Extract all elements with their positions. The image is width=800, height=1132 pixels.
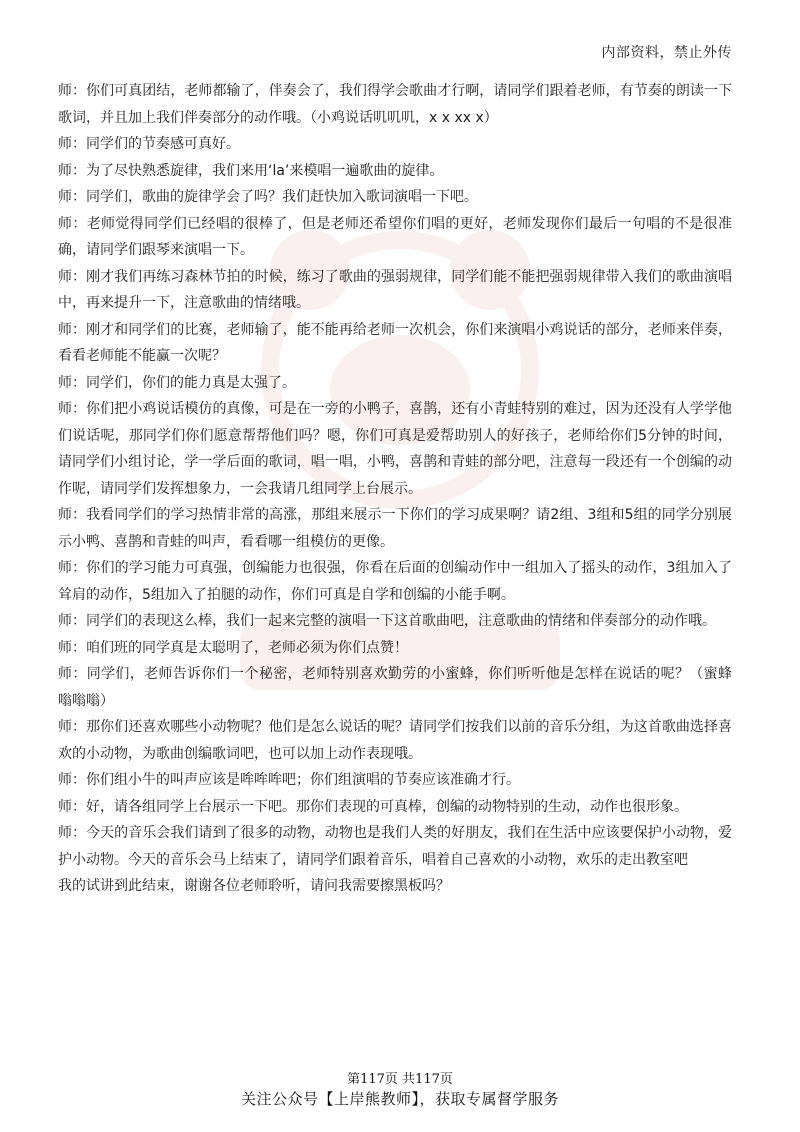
confidential-notice: 内部资料，禁止外传 — [601, 45, 732, 61]
transcript-body — [58, 78, 732, 900]
paragraph: 师：好，请各组同学上台展示一下吧。那你们表现的可真棒，创编的动物特别的生动，动作也很形象。 — [58, 798, 688, 815]
paragraph: 师：你们的学习能力可真强，创编能力也很强，你看在后面的创编动作中一组加入了摇头的动作，3组加入了耸肩的动作，5组加入了拍腿的动作，你们可真是自学和创编的小能手啊。 — [58, 560, 732, 603]
promo-text: 关注公众号【上岸熊教师】，获取专属督学服务 — [240, 1090, 559, 1108]
paragraph: 师：那你们还喜欢哪些小动物呢？他们是怎么说话的呢？请同学们按我们以前的音乐分组，为这首歌曲选择喜欢的小动物，为歌曲创编歌词吧，也可以加上动作表现哦。 — [58, 719, 732, 762]
paragraph: 师：同学们，歌曲的旋律学会了吗？我们赶快加入歌词演唱一下吧。 — [58, 189, 478, 205]
paragraph: 师：你们可真团结，老师都输了，伴奏会了，我们得学会歌曲才行啊，请同学们跟着老师，有节奏的朗读一下歌词，并且加上我们伴奏部分的动作哦。（小鸡说话叽叽叽，x x xx x） — [58, 83, 732, 126]
paragraph: 师：刚才我们再练习森林节拍的时候，练习了歌曲的强弱规律，同学们能不能把强弱规律带入我们的歌曲演唱中，再来提升一下，注意歌曲的情绪哦。 — [58, 268, 732, 311]
paragraph: 师：我看同学们的学习热情非常的高涨，那组来展示一下你们的学习成果啊？请2组、3组和5组的同学分别展示小鸭、喜鹊和青蛙的叫声，看看哪一组模仿的更像。 — [58, 507, 732, 550]
paragraph: 师：老师觉得同学们已经唱的很棒了，但是老师还希望你们唱的更好，老师发现你们最后一句唱的不是很准确，请同学们跟琴来演唱一下。 — [58, 215, 732, 258]
paragraph: 师：今天的音乐会我们请到了很多的动物，动物也是我们人类的好朋友，我们在生活中应该要保护小动物，爱护小动物。今天的音乐会马上结束了，请同学们跟着音乐，唱着自己喜欢的小动物，欢乐的走出教室吧 — [58, 825, 732, 868]
paragraph: 师：你们把小鸡说话模仿的真像，可是在一旁的小鸭子，喜鹊，还有小青蛙特别的难过，因为还没有人学学他们说话呢，那同学们你们愿意帮帮他们吗？嗯，你们可真是爱帮助别人的好孩子，老师给你们5分钟的时间，请同学们小组讨论，学一学后面的歌词，唱一唱，小鸭，喜鹊和青蛙的部分吧，注意每一段还有一个创编的动作呢，请同学们发挥想象力，一会我请几组同学上台展示。 — [58, 401, 732, 497]
page-number: 第117页 共117页 — [347, 1072, 453, 1087]
paragraph: 师：同学们，你们的能力真是太强了。 — [58, 374, 296, 391]
paragraph: 师：你们组小牛的叫声应该是哞哞哞吧；你们组演唱的节奏应该准确才行。 — [58, 772, 520, 788]
paragraph: 师：刚才和同学们的比赛，老师输了，能不能再给老师一次机会，你们来演唱小鸡说话的部分，老师来伴奏，看看老师能不能赢一次呢？ — [58, 321, 732, 364]
page-footer — [0, 1072, 800, 1110]
paragraph: 师：同学们的表现这么棒，我们一起来完整的演唱一下这首歌曲吧，注意歌曲的情绪和伴奏部分的动作哦。 — [58, 613, 716, 629]
paragraph: 师：同学们，老师告诉你们一个秘密，老师特别喜欢勤劳的小蜜蜂，你们听听他是怎样在说话的呢？（蜜蜂 嗡嗡嗡） — [58, 666, 732, 709]
paragraph: 师：咱们班的同学真是太聪明了，老师必须为你们点赞！ — [58, 639, 408, 656]
paragraph: 师：为了尽快熟悉旋律，我们来用‘la’来模唱一遍歌曲的旋律。 — [58, 162, 444, 179]
paragraph: 我的试讲到此结束，谢谢各位老师聆听，请问我需要擦黑板吗？ — [58, 878, 450, 894]
paragraph: 师：同学们的节奏感可真好。 — [58, 136, 240, 152]
